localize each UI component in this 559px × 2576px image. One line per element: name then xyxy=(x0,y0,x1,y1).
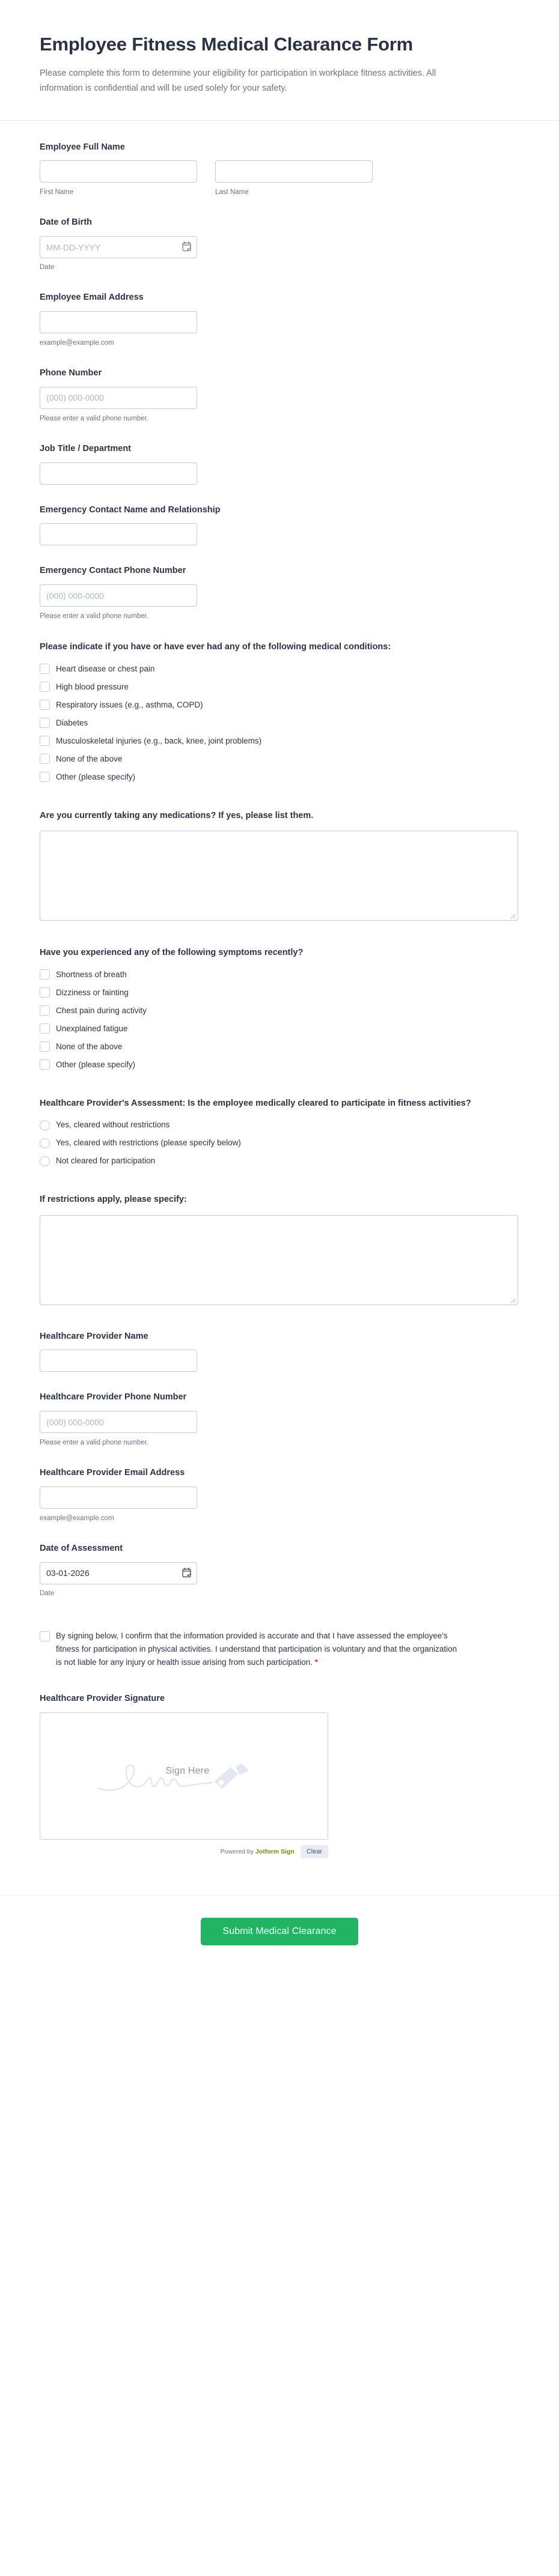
required-marker: * xyxy=(314,1657,318,1667)
field-restrictions xyxy=(40,1193,519,1305)
checkbox-row[interactable] xyxy=(40,753,519,766)
checkbox-label: None of the above xyxy=(56,754,123,763)
radio-label: Yes, cleared with restrictions (please specify below) xyxy=(56,1138,241,1148)
checkbox-label: Chest pain during activity xyxy=(56,1005,147,1015)
checkbox-label: Other (please specify) xyxy=(56,772,136,781)
checkbox-row[interactable] xyxy=(40,680,519,694)
checkbox-icon[interactable] xyxy=(40,1059,50,1070)
checkbox-icon[interactable] xyxy=(40,1041,50,1052)
checkbox-label: Unexplained fatigue xyxy=(56,1023,128,1033)
radio-icon[interactable] xyxy=(40,1120,50,1130)
checkbox-label: Diabetes xyxy=(56,718,88,727)
checkbox-icon[interactable] xyxy=(40,772,50,782)
last-name-input[interactable] xyxy=(215,160,373,183)
checkbox-label: Respiratory issues (e.g., asthma, COPD) xyxy=(56,700,203,709)
checkbox-row[interactable] xyxy=(40,662,519,676)
checkbox-label: Dizziness or fainting xyxy=(56,987,129,997)
radio-row[interactable] xyxy=(40,1136,519,1150)
radio-icon[interactable] xyxy=(40,1156,50,1166)
symptoms-choice-list xyxy=(40,968,519,1071)
label-employee-full-name: Employee Full Name xyxy=(40,142,125,152)
spacer xyxy=(40,803,519,809)
checkbox-row[interactable] xyxy=(40,1058,519,1071)
label-restrictions: If restrictions apply, please specify: xyxy=(40,1195,187,1205)
label-date-of-assessment: Date of Assessment xyxy=(40,1544,123,1554)
checkbox-row[interactable] xyxy=(40,699,519,712)
signature-pad[interactable] xyxy=(40,1712,328,1840)
radio-icon[interactable] xyxy=(40,1138,50,1148)
provider-phone-hint: Please enter a valid phone number. xyxy=(40,1439,148,1447)
label-emergency-contact-phone: Emergency Contact Phone Number xyxy=(40,566,186,576)
checkbox-icon[interactable] xyxy=(40,682,50,692)
checkbox-row[interactable] xyxy=(40,717,519,730)
label-provider-assessment: Healthcare Provider's Assessment: Is the employee medically cleared to participate in fitness activities? xyxy=(40,1098,471,1108)
provider-email-hint: example@example.com xyxy=(40,1514,114,1522)
label-provider-phone: Healthcare Provider Phone Number xyxy=(40,1392,187,1402)
phone-number-input[interactable] xyxy=(40,387,197,409)
date-of-assessment-sublabel: Date xyxy=(40,1589,55,1597)
field-employee-email xyxy=(40,291,519,348)
field-provider-name xyxy=(40,1330,519,1372)
spacer xyxy=(40,1187,519,1193)
checkbox-row[interactable] xyxy=(40,1040,519,1053)
provider-phone-input[interactable] xyxy=(40,1411,197,1433)
field-employee-full-name xyxy=(40,141,519,198)
field-signature xyxy=(40,1693,519,1858)
clear-signature-button[interactable]: Clear xyxy=(301,1845,328,1858)
checkbox-row[interactable] xyxy=(40,1022,519,1035)
emergency-contact-name-input[interactable] xyxy=(40,523,197,545)
field-provider-phone xyxy=(40,1391,519,1447)
consent-block[interactable] xyxy=(40,1629,460,1669)
date-of-assessment-wrap xyxy=(40,1562,197,1584)
label-medications: Are you currently taking any medications? If yes, please list them. xyxy=(40,810,314,820)
provider-name-input[interactable] xyxy=(40,1350,197,1372)
field-provider-assessment xyxy=(40,1097,519,1168)
last-name-col xyxy=(215,160,373,197)
employee-email-input[interactable] xyxy=(40,311,197,333)
checkbox-icon[interactable] xyxy=(40,1005,50,1016)
checkbox-icon[interactable] xyxy=(40,700,50,710)
checkbox-label: Musculoskeletal injuries (e.g., back, knee, joint problems) xyxy=(56,736,262,745)
checkbox-icon[interactable] xyxy=(40,664,50,674)
page-title: Employee Fitness Medical Clearance Form xyxy=(40,34,414,55)
checkbox-icon[interactable] xyxy=(40,969,50,980)
field-medications xyxy=(40,809,519,921)
checkbox-icon[interactable] xyxy=(40,987,50,998)
employee-email-hint: example@example.com xyxy=(40,339,114,347)
powered-by-prefix: Powered by xyxy=(220,1848,255,1856)
checkbox-icon[interactable] xyxy=(40,718,50,728)
field-emergency-contact-phone xyxy=(40,565,519,621)
label-emergency-contact-name: Emergency Contact Name and Relationship xyxy=(40,505,221,515)
medications-textarea-wrap xyxy=(40,831,518,921)
first-name-sublabel: First Name xyxy=(40,189,74,196)
label-provider-name: Healthcare Provider Name xyxy=(40,1331,148,1341)
checkbox-icon[interactable] xyxy=(40,736,50,746)
restrictions-textarea[interactable] xyxy=(40,1215,518,1305)
medical-conditions-choice-list xyxy=(40,662,519,784)
submit-area xyxy=(0,1896,559,1981)
label-provider-email: Healthcare Provider Email Address xyxy=(40,1468,185,1478)
checkbox-row[interactable] xyxy=(40,968,519,981)
field-provider-email xyxy=(40,1467,519,1523)
field-job-title xyxy=(40,443,519,485)
last-name-sublabel: Last Name xyxy=(215,189,249,196)
form-header xyxy=(0,0,559,120)
provider-assessment-choice-list xyxy=(40,1118,519,1168)
first-name-col xyxy=(40,160,197,197)
emergency-contact-phone-hint: Please enter a valid phone number. xyxy=(40,613,148,620)
date-of-birth-wrap xyxy=(40,236,197,258)
signature-footer xyxy=(40,1845,328,1858)
radio-label: Not cleared for participation xyxy=(56,1156,156,1166)
phone-number-hint: Please enter a valid phone number. xyxy=(40,414,148,422)
submit-button[interactable]: Submit Medical Clearance xyxy=(201,1918,358,1945)
date-of-birth-input[interactable] xyxy=(40,236,197,258)
checkbox-label: None of the above xyxy=(56,1041,123,1051)
signature-placeholder-text: Sign Here xyxy=(165,1765,210,1776)
checkbox-row[interactable] xyxy=(40,771,519,784)
restrictions-textarea-wrap xyxy=(40,1215,518,1305)
first-name-input[interactable] xyxy=(40,160,197,183)
field-symptoms xyxy=(40,946,519,1071)
field-medical-conditions xyxy=(40,640,519,783)
field-date-of-assessment xyxy=(40,1542,519,1598)
medications-textarea[interactable] xyxy=(40,831,518,921)
label-signature: Healthcare Provider Signature xyxy=(40,1694,165,1704)
emergency-contact-phone-input[interactable] xyxy=(40,584,197,607)
radio-row[interactable] xyxy=(40,1154,519,1168)
date-of-birth-sublabel: Date xyxy=(40,264,55,271)
form-body xyxy=(0,121,559,1890)
spacer xyxy=(40,1617,519,1623)
label-employee-email: Employee Email Address xyxy=(40,292,144,303)
checkbox-row[interactable] xyxy=(40,1004,519,1017)
checkbox-row[interactable] xyxy=(40,735,519,748)
spacer xyxy=(40,1091,519,1097)
pen-nib-icon xyxy=(214,1763,249,1789)
date-of-assessment-input[interactable] xyxy=(40,1562,197,1584)
spacer xyxy=(40,1324,519,1330)
label-phone-number: Phone Number xyxy=(40,368,102,378)
label-date-of-birth: Date of Birth xyxy=(40,217,92,228)
powered-by-brand: Jotform Sign xyxy=(255,1848,295,1856)
form-description: Please complete this form to determine your eligibility for participation in workplace fitness activities. All information is confidential and will be used solely for your safety. xyxy=(40,68,436,93)
checkbox-icon[interactable] xyxy=(40,754,50,764)
signature-wrap xyxy=(40,1712,328,1858)
provider-email-input[interactable] xyxy=(40,1487,197,1509)
checkbox-label: High blood pressure xyxy=(56,682,129,691)
checkbox-label: Shortness of breath xyxy=(56,969,127,979)
consent-text xyxy=(56,1629,460,1669)
label-medical-conditions: Please indicate if you have or have ever had any of the following medical conditions: xyxy=(40,642,391,652)
name-row xyxy=(40,160,519,197)
label-symptoms: Have you experienced any of the following symptoms recently? xyxy=(40,948,304,958)
field-emergency-contact-name xyxy=(40,504,519,546)
radio-row[interactable] xyxy=(40,1118,519,1132)
field-date-of-birth xyxy=(40,216,519,272)
field-phone-number xyxy=(40,367,519,423)
consent-text-body: By signing below, I confirm that the information provided is accurate and that I have assessed the employee's fitness for participation in physical activities. I understand that participation is voluntary and that the organization is not liable for any injury or health issue arising from such participation. xyxy=(56,1631,457,1667)
powered-by-label xyxy=(221,1848,295,1855)
radio-label: Yes, cleared without restrictions xyxy=(56,1120,170,1130)
checkbox-label: Heart disease or chest pain xyxy=(56,664,155,673)
checkbox-label: Other (please specify) xyxy=(56,1059,136,1069)
checkbox-row[interactable] xyxy=(40,986,519,999)
job-title-input[interactable] xyxy=(40,462,197,485)
consent-checkbox-icon[interactable] xyxy=(40,1631,50,1641)
spacer xyxy=(40,940,519,946)
label-job-title: Job Title / Department xyxy=(40,443,132,453)
checkbox-icon[interactable] xyxy=(40,1023,50,1034)
